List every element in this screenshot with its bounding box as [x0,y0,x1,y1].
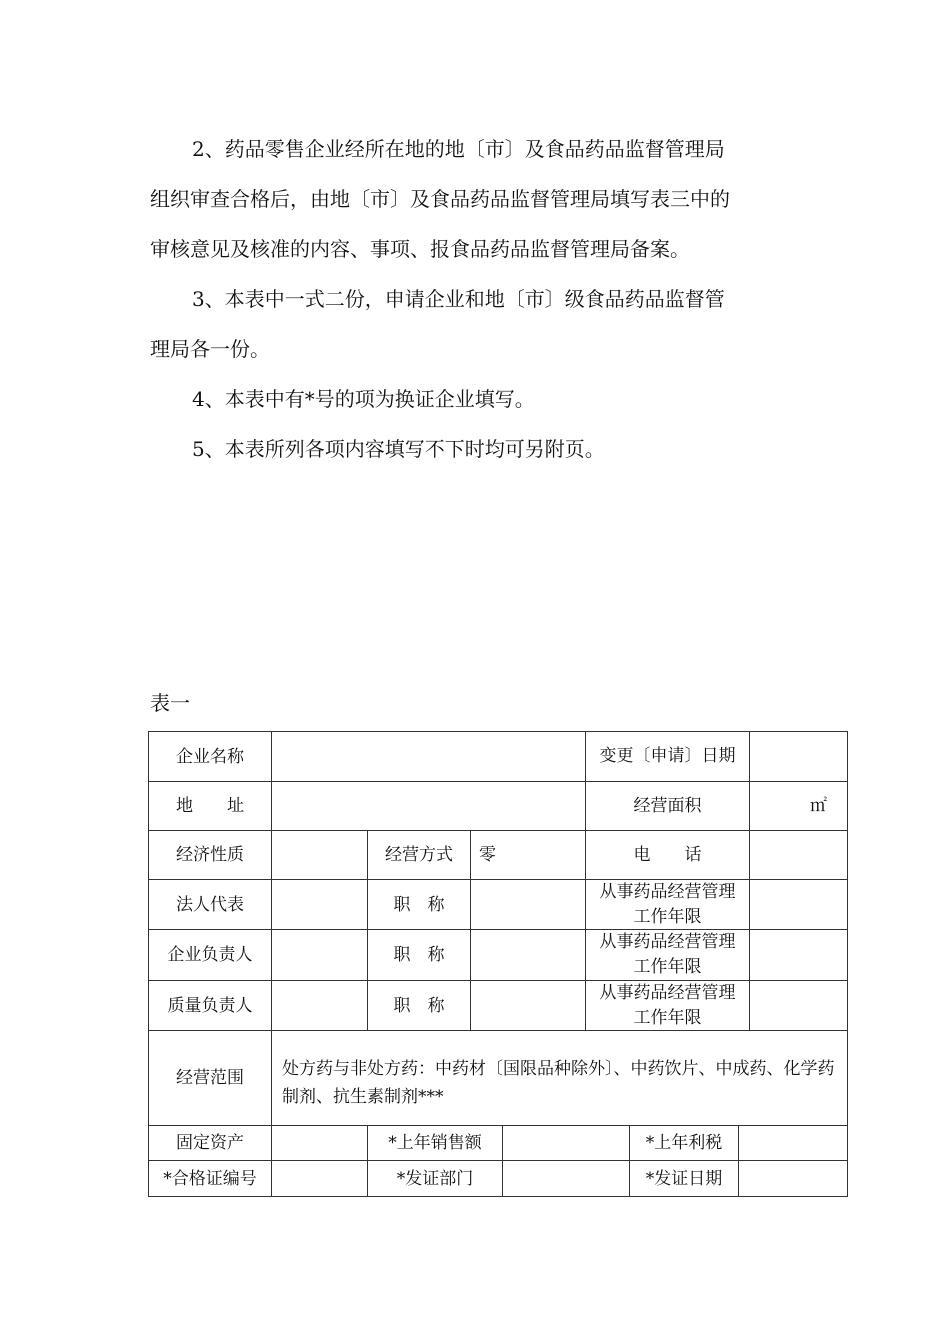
legal-representative-label: 法人代表 [176,894,244,915]
address-label: 地 址 [176,796,244,816]
enterprise-head-title-field[interactable] [471,930,585,980]
table-border [148,1196,848,1197]
quality-head-title-field[interactable] [471,981,585,1030]
note-4: 4、本表中有*号的项为换证企业填写。 [192,387,535,411]
issuing-department-label: *发证部门 [396,1168,474,1189]
last-year-profit-label: *上年利税 [645,1133,723,1153]
last-year-profit-field[interactable] [739,1126,847,1160]
business-area-field[interactable] [750,782,847,830]
fixed-assets-field[interactable] [272,1126,367,1160]
table-caption: 表一 [150,691,190,715]
legal-rep-title-label: 职 称 [393,894,445,915]
form-table [148,731,848,1197]
company-name-field[interactable] [272,732,585,781]
issuing-department-field[interactable] [503,1161,629,1196]
economic-nature-label: 经济性质 [176,845,244,865]
legal-representative-field[interactable] [272,880,367,929]
last-year-sales-label: *上年销售额 [388,1133,482,1153]
quality-head-title-label: 职 称 [393,995,445,1016]
last-year-sales-field[interactable] [503,1126,629,1160]
note-2-line-1: 2、药品零售企业经所在地的地〔市〕及食品药品监督管理局 [192,137,725,161]
enterprise-head-field[interactable] [272,930,367,980]
quality-head-label: 质量负责人 [167,995,253,1016]
issue-date-label: *发证日期 [645,1168,723,1189]
note-2-line-2: 组织审查合格后，由地〔市〕及食品药品监督管理局填写表三中的 [150,187,730,211]
business-mode-label: 经营方式 [385,845,453,865]
phone-field[interactable] [750,831,847,879]
change-date-label: 变更〔申请〕日期 [599,746,736,766]
fixed-assets-label: 固定资产 [176,1133,244,1153]
business-area-label: 经营面积 [633,796,702,816]
business-mode-field[interactable]: 零 [479,845,496,865]
note-5: 5、本表所列各项内容填写不下时均可另附页。 [192,437,605,461]
business-scope-label: 经营范围 [176,1068,244,1088]
company-name-label: 企业名称 [176,746,244,767]
instructions-text [150,124,810,474]
note-3-line-2: 理局各一份。 [150,337,270,361]
phone-label: 电 话 [633,845,702,865]
change-date-field[interactable] [750,732,847,781]
table-border [847,731,848,1197]
area-unit: ㎡ [810,796,827,816]
legal-rep-years-field[interactable] [750,880,847,929]
certificate-number-field[interactable] [272,1161,367,1196]
enterprise-head-years-label: 从事药品经营管理工作年限 [599,932,736,977]
legal-rep-title-field[interactable] [471,880,585,929]
enterprise-head-label: 企业负责人 [167,945,253,965]
certificate-number-label: *合格证编号 [163,1168,257,1189]
economic-nature-field[interactable] [272,831,367,879]
enterprise-head-title-label: 职 称 [393,945,445,965]
quality-head-years-label: 从事药品经营管理工作年限 [599,982,736,1028]
quality-head-field[interactable] [272,981,367,1030]
enterprise-head-years-field[interactable] [750,930,847,980]
business-scope-field[interactable]: 处方药与非处方药：中药材〔国限品种除外〕、中药饮片、中成药、化学药制剂、抗生素制剂*** [282,1059,835,1107]
issue-date-field[interactable] [739,1161,847,1196]
note-3-line-1: 3、本表中一式二份，申请企业和地〔市〕级食品药品监督管 [192,287,725,311]
note-2-line-3: 审核意见及核准的内容、事项、报食品药品监督管理局备案。 [150,237,690,261]
quality-head-years-field[interactable] [750,981,847,1030]
legal-rep-years-label: 从事药品经营管理工作年限 [599,881,736,927]
address-field[interactable] [272,782,585,830]
